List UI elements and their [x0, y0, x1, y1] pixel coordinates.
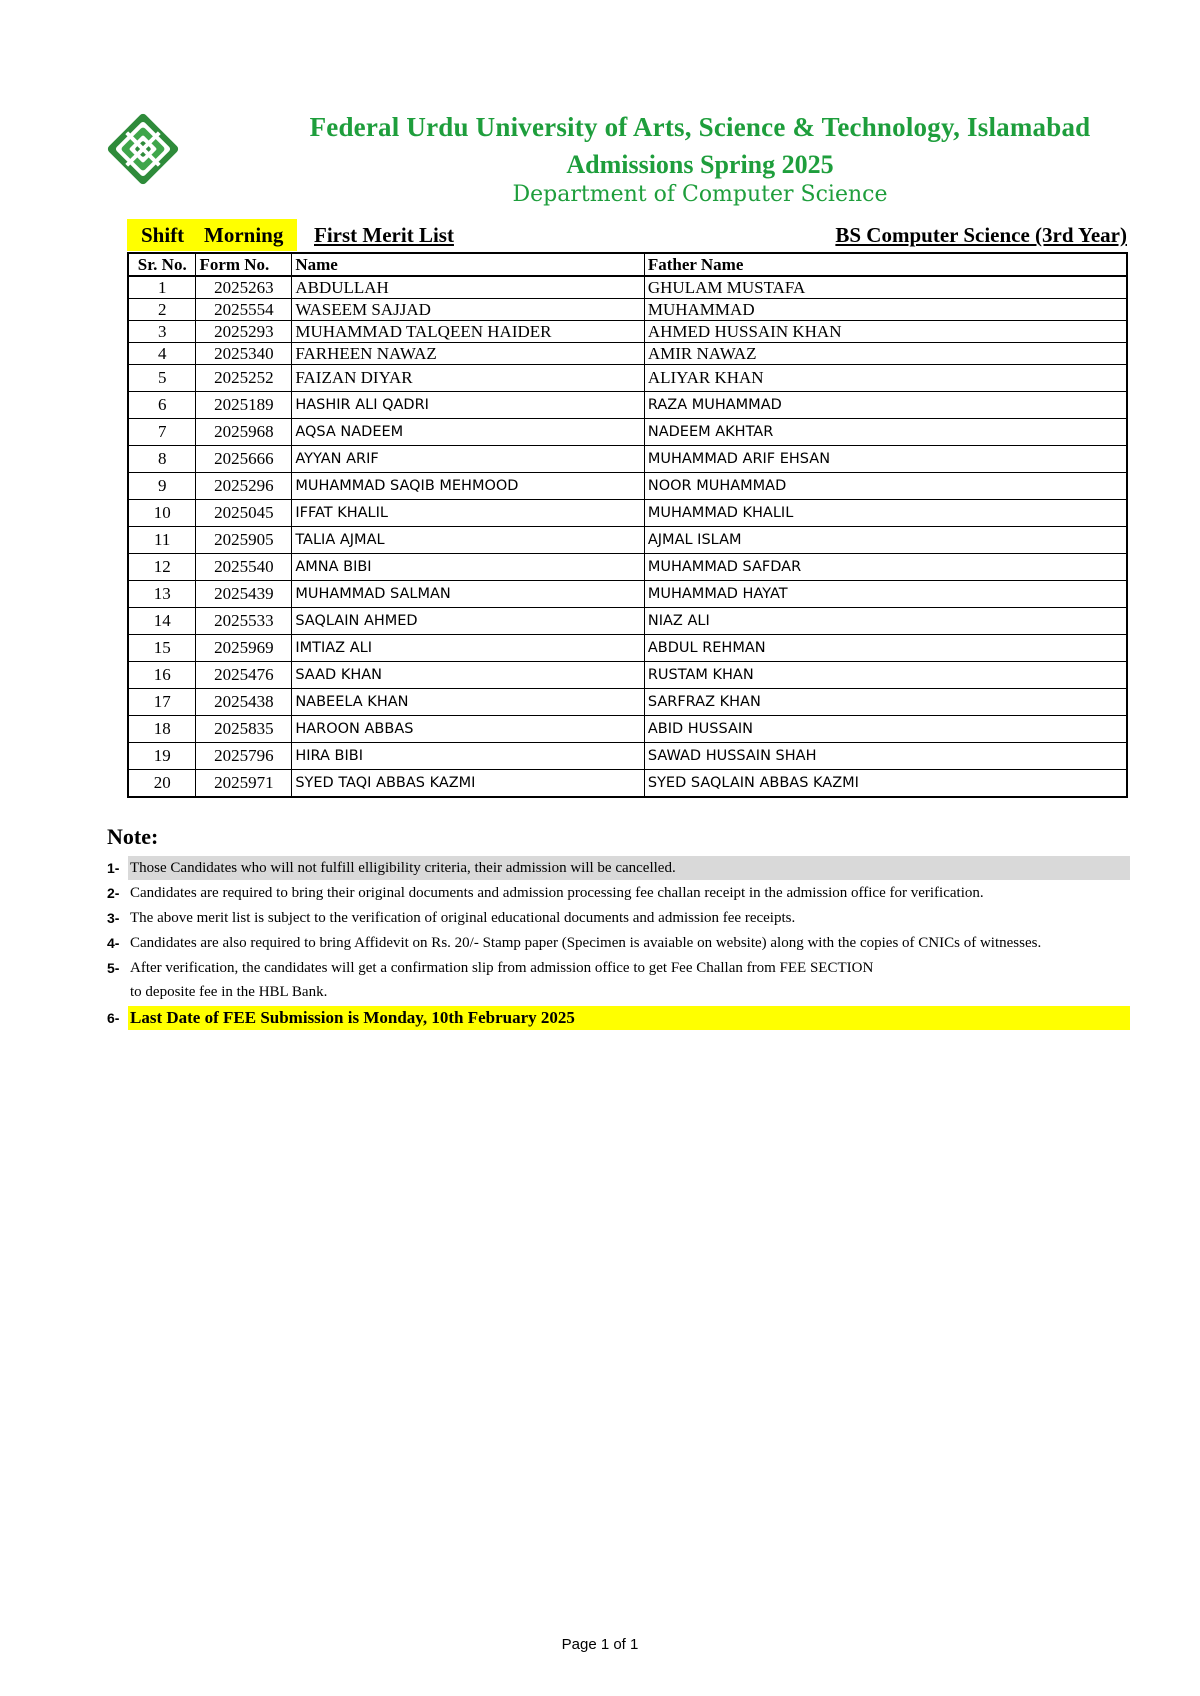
cell-form-no: 2025438	[196, 689, 292, 716]
cell-form-no: 2025045	[196, 500, 292, 527]
cell-form-no: 2025252	[196, 365, 292, 392]
shift-highlight	[127, 219, 297, 251]
cell-father-name: SARFRAZ KHAN	[644, 689, 1127, 716]
cell-name: ABDULLAH	[292, 276, 645, 299]
table-row	[128, 770, 1127, 798]
cell-sr-no: 12	[128, 554, 196, 581]
table-row	[128, 321, 1127, 343]
column-header-father-name: Father Name	[644, 253, 1127, 276]
column-header-form-no: Form No.	[196, 253, 292, 276]
cell-father-name: RUSTAM KHAN	[644, 662, 1127, 689]
cell-sr-no: 4	[128, 343, 196, 365]
cell-name: IMTIAZ ALI	[292, 635, 645, 662]
cell-father-name: NIAZ ALI	[644, 608, 1127, 635]
cell-father-name: MUHAMMAD ARIF EHSAN	[644, 446, 1127, 473]
note-number: 2-	[107, 885, 120, 901]
cell-sr-no: 9	[128, 473, 196, 500]
cell-sr-no: 20	[128, 770, 196, 798]
table-row	[128, 299, 1127, 321]
table-row	[128, 554, 1127, 581]
cell-name: AQSA NADEEM	[292, 419, 645, 446]
list-meta-row	[127, 219, 1127, 251]
note-text-continued: to deposite fee in the HBL Bank.	[130, 984, 328, 1000]
note-number: 3-	[107, 910, 120, 926]
admissions-session: Admissions Spring 2025	[566, 150, 834, 179]
cell-father-name: ABID HUSSAIN	[644, 716, 1127, 743]
note-number: 4-	[107, 935, 120, 951]
note-text: Candidates are also required to bring Affidevit on Rs. 20/- Stamp paper (Specimen is avaiable on website) along with the copies of CNICs of witnesses.	[130, 935, 1042, 951]
cell-form-no: 2025554	[196, 299, 292, 321]
cell-father-name: MUHAMMAD HAYAT	[644, 581, 1127, 608]
program-title: BS Computer Science (3rd Year)	[835, 223, 1127, 247]
note-text: After verification, the candidates will get a confirmation slip from admission office to get Fee Challan from FEE SECTION	[130, 960, 874, 976]
cell-sr-no: 7	[128, 419, 196, 446]
university-name: Federal Urdu University of Arts, Science & Technology, Islamabad	[309, 112, 1091, 142]
table-row	[128, 581, 1127, 608]
cell-name: FARHEEN NAWAZ	[292, 343, 645, 365]
cell-form-no: 2025666	[196, 446, 292, 473]
column-header-sr-no: Sr. No.	[128, 253, 196, 276]
cell-name: HAROON ABBAS	[292, 716, 645, 743]
note-text: Candidates are required to bring their original documents and admission processing fee challan receipt in the admission office for verification.	[130, 885, 984, 901]
table-row	[128, 276, 1127, 299]
cell-sr-no: 18	[128, 716, 196, 743]
cell-name: FAIZAN DIYAR	[292, 365, 645, 392]
cell-father-name: ABDUL REHMAN	[644, 635, 1127, 662]
cell-father-name: AMIR NAWAZ	[644, 343, 1127, 365]
note-item	[107, 906, 1130, 930]
cell-name: MUHAMMAD TALQEEN HAIDER	[292, 321, 645, 343]
cell-sr-no: 10	[128, 500, 196, 527]
note-item	[107, 931, 1130, 955]
cell-father-name: NADEEM AKHTAR	[644, 419, 1127, 446]
cell-father-name: MUHAMMAD KHALIL	[644, 500, 1127, 527]
cell-name: SAQLAIN AHMED	[292, 608, 645, 635]
cell-form-no: 2025296	[196, 473, 292, 500]
cell-name: HIRA BIBI	[292, 743, 645, 770]
shift-value: Morning	[204, 223, 284, 247]
cell-name: NABEELA KHAN	[292, 689, 645, 716]
cell-form-no: 2025263	[196, 276, 292, 299]
cell-father-name: NOOR MUHAMMAD	[644, 473, 1127, 500]
university-logo	[104, 110, 182, 188]
cell-father-name: MUHAMMAD SAFDAR	[644, 554, 1127, 581]
table-row	[128, 527, 1127, 554]
cell-sr-no: 11	[128, 527, 196, 554]
cell-father-name: MUHAMMAD	[644, 299, 1127, 321]
cell-sr-no: 13	[128, 581, 196, 608]
note-item	[107, 856, 1130, 880]
column-header-name: Name	[292, 253, 645, 276]
cell-form-no: 2025905	[196, 527, 292, 554]
note-item	[107, 881, 1130, 905]
cell-name: AMNA BIBI	[292, 554, 645, 581]
cell-name: MUHAMMAD SAQIB MEHMOOD	[292, 473, 645, 500]
cell-sr-no: 19	[128, 743, 196, 770]
page-number: Page 1 of 1	[561, 1636, 639, 1653]
note-number: 6-	[107, 1010, 120, 1026]
cell-name: SYED TAQI ABBAS KAZMI	[292, 770, 645, 798]
note-text: The above merit list is subject to the verification of original educational documents and admission fee receipts.	[130, 910, 796, 926]
fee-deadline-note	[107, 1006, 1130, 1030]
table-row	[128, 365, 1127, 392]
cell-name: SAAD KHAN	[292, 662, 645, 689]
university-emblem-icon	[104, 110, 182, 188]
cell-sr-no: 16	[128, 662, 196, 689]
cell-form-no: 2025439	[196, 581, 292, 608]
cell-father-name: AJMAL ISLAM	[644, 527, 1127, 554]
cell-form-no: 2025969	[196, 635, 292, 662]
shift-label: Shift	[141, 223, 185, 247]
cell-form-no: 2025971	[196, 770, 292, 798]
table-row	[128, 500, 1127, 527]
table-row	[128, 689, 1127, 716]
cell-form-no: 2025968	[196, 419, 292, 446]
cell-sr-no: 3	[128, 321, 196, 343]
cell-name: HASHIR ALI QADRI	[292, 392, 645, 419]
table-header-row	[128, 253, 1127, 276]
note-text: Last Date of FEE Submission is Monday, 10th February 2025	[128, 1006, 1130, 1030]
table-row	[128, 635, 1127, 662]
cell-sr-no: 8	[128, 446, 196, 473]
cell-sr-no: 14	[128, 608, 196, 635]
table-row	[128, 473, 1127, 500]
cell-form-no: 2025476	[196, 662, 292, 689]
cell-father-name: AHMED HUSSAIN KHAN	[644, 321, 1127, 343]
cell-father-name: GHULAM MUSTAFA	[644, 276, 1127, 299]
cell-name: WASEEM SAJJAD	[292, 299, 645, 321]
cell-father-name: SAWAD HUSSAIN SHAH	[644, 743, 1127, 770]
table-row	[128, 608, 1127, 635]
note-number: 5-	[107, 960, 120, 976]
note-item	[107, 956, 1130, 1000]
table-row	[128, 419, 1127, 446]
cell-form-no: 2025340	[196, 343, 292, 365]
cell-sr-no: 17	[128, 689, 196, 716]
cell-form-no: 2025533	[196, 608, 292, 635]
cell-form-no: 2025540	[196, 554, 292, 581]
cell-form-no: 2025293	[196, 321, 292, 343]
cell-form-no: 2025796	[196, 743, 292, 770]
note-text: Those Candidates who will not fulfill elligibility criteria, their admission will be cancelled.	[128, 856, 1130, 880]
cell-sr-no: 6	[128, 392, 196, 419]
department-name: Department of Computer Science	[512, 182, 888, 207]
table-row	[128, 446, 1127, 473]
table-row	[128, 743, 1127, 770]
cell-name: AYYAN ARIF	[292, 446, 645, 473]
cell-sr-no: 1	[128, 276, 196, 299]
cell-father-name: RAZA MUHAMMAD	[644, 392, 1127, 419]
cell-father-name: SYED SAQLAIN ABBAS KAZMI	[644, 770, 1127, 798]
cell-sr-no: 5	[128, 365, 196, 392]
cell-form-no: 2025835	[196, 716, 292, 743]
table-row	[128, 716, 1127, 743]
cell-father-name: ALIYAR KHAN	[644, 365, 1127, 392]
merit-list-title: First Merit List	[314, 223, 454, 247]
table-row	[128, 662, 1127, 689]
table-row	[128, 392, 1127, 419]
notes-heading: Note:	[107, 824, 159, 849]
table-row	[128, 343, 1127, 365]
cell-name: IFFAT KHALIL	[292, 500, 645, 527]
note-number: 1-	[107, 860, 120, 876]
cell-sr-no: 2	[128, 299, 196, 321]
cell-sr-no: 15	[128, 635, 196, 662]
cell-name: TALIA AJMAL	[292, 527, 645, 554]
cell-form-no: 2025189	[196, 392, 292, 419]
merit-table	[127, 252, 1128, 798]
cell-name: MUHAMMAD SALMAN	[292, 581, 645, 608]
